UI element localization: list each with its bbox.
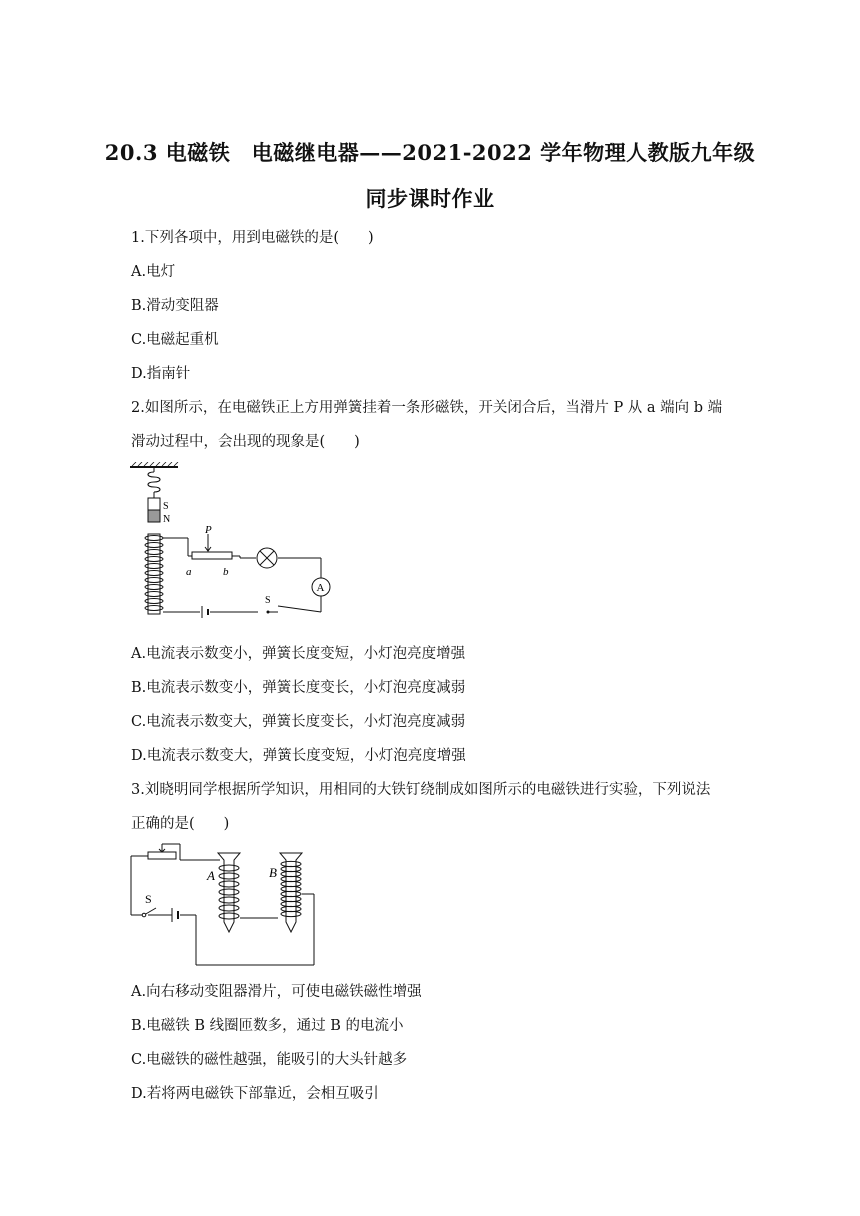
question-3-stem-line-1: 3.刘晓明同学根据所学知识，用相同的大铁钉绕制成如图所示的电磁铁进行实验，下列说法 [131,782,711,798]
question-3-option-a: A.向右移动变阻器滑片，可使电磁铁磁性增强 [131,984,422,1000]
slider-p-label: P [205,524,212,536]
page-title-line-1: 20.3 电磁铁 电磁继电器——2021-2022 学年物理人教版九年级 [104,140,756,165]
question-1-stem: 1.下列各项中，用到电磁铁的是( ) [131,230,374,246]
rheostat-a-label: a [186,566,192,578]
question-2-option-a: A.电流表示数变小，弹簧长度变短，小灯泡亮度增强 [131,646,466,662]
question-2-option-c: C.电流表示数变大，弹簧长度变长，小灯泡亮度减弱 [131,714,466,730]
question-2-stem-line-1: 2.如图所示，在电磁铁正上方用弹簧挂着一条形磁铁，开关闭合后，当滑片 P 从 a 端向 b 端 [131,400,723,416]
question-2-option-b: B.电流表示数变小，弹簧长度变长，小灯泡亮度减弱 [131,680,466,696]
magnet-n-label: N [163,514,171,525]
question-1-option-b: B.滑动变阻器 [131,298,219,314]
question-3-option-b: B.电磁铁 B 线圈匝数多，通过 B 的电流小 [131,1018,404,1034]
magnet-s-label: S [163,501,169,512]
rheostat-b-label: b [223,566,229,578]
question-2-circuit-diagram [128,462,338,620]
question-3-option-d: D.若将两电磁铁下部靠近，会相互吸引 [131,1086,379,1102]
question-3-stem-line-2: 正确的是( ) [131,816,230,832]
page-title-line-2: 同步课时作业 [365,186,495,211]
ammeter-label: A [316,582,325,594]
question-2-stem-line-2: 滑动过程中，会出现的现象是( ) [131,434,360,450]
question-1-option-d: D.指南针 [131,366,191,382]
nail-a-label: A [207,868,215,883]
question-3-circuit-diagram [128,840,328,970]
switch-label: S [265,595,271,606]
question-1-option-a: A.电灯 [131,264,176,280]
nail-b-label: B [269,865,277,880]
question-1-option-c: C.电磁起重机 [131,332,219,348]
question-3-option-c: C.电磁铁的磁性越强，能吸引的大头针越多 [131,1052,408,1068]
question-2-option-d: D.电流表示数变大，弹簧长度变短，小灯泡亮度增强 [131,748,466,764]
switch-s-label: S [145,892,152,906]
